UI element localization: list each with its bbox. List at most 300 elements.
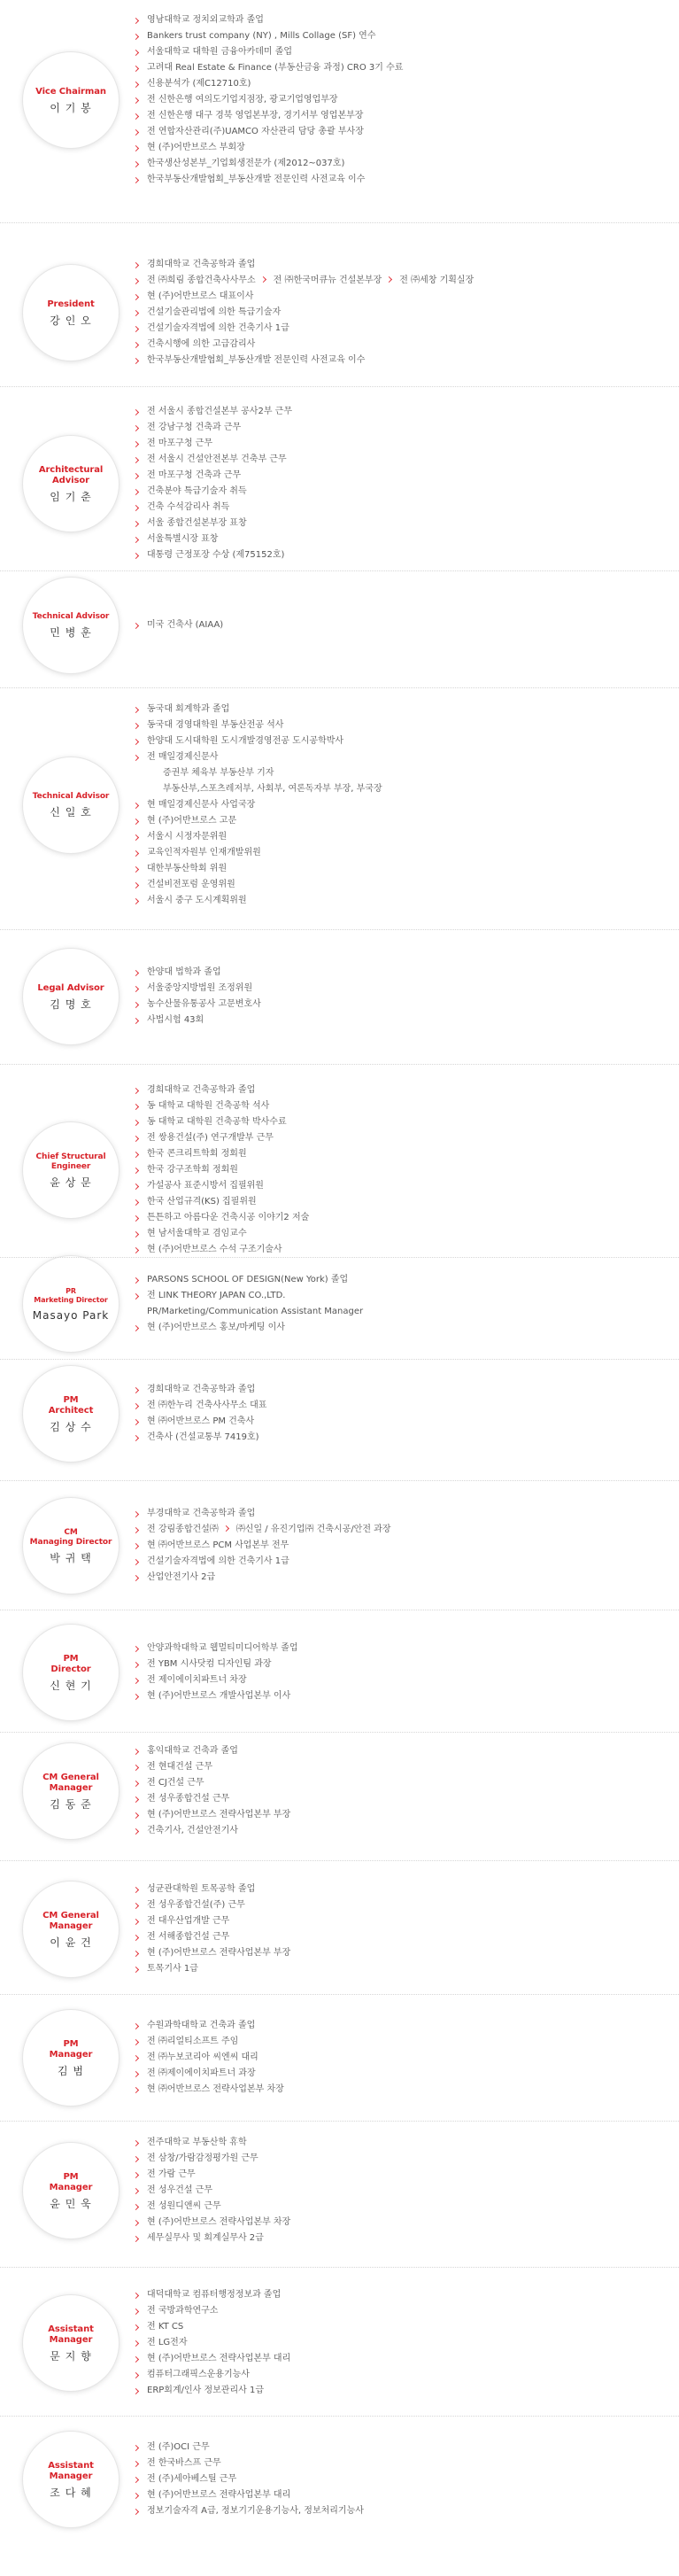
career-item <box>133 1130 309 1146</box>
role-title: Chief Structural <box>35 1152 106 1161</box>
career-item <box>133 1945 290 1961</box>
profile-section <box>0 2018 679 2098</box>
career-item-text: 동국대 회계학과 졸업 <box>147 704 230 714</box>
profile-section <box>0 702 679 909</box>
career-item <box>133 2050 284 2066</box>
career-item <box>133 321 474 337</box>
chevron-right-icon <box>133 2492 139 2498</box>
chevron-right-icon <box>133 2235 139 2241</box>
career-item-text: 건축사 (건설교통부 7419호) <box>147 1432 259 1442</box>
career-item <box>133 92 403 108</box>
career-item-text: 농수산물유통공사 고문변호사 <box>147 999 261 1009</box>
chevron-right-icon <box>133 97 139 103</box>
career-item-text: 한국생산성본부_기업회생전문가 (제2012~037호) <box>147 159 345 168</box>
career-item <box>133 1759 290 1775</box>
chevron-right-icon <box>133 2171 139 2177</box>
career-item <box>133 781 382 797</box>
career-item <box>133 452 292 468</box>
role-badge <box>23 1122 119 1218</box>
chevron-right-icon <box>133 1386 139 1393</box>
section-divider <box>0 1064 679 1065</box>
career-item-text: 세무실무사 및 회계실무사 2급 <box>147 2233 264 2243</box>
role-title: Managing Director <box>29 1537 112 1547</box>
career-item-text: 서울 종합건설본부장 표창 <box>147 518 247 528</box>
role-badge <box>23 2432 119 2527</box>
role-title: CM General <box>42 1772 99 1782</box>
career-item-text: 고려대 Real Estate & Finance (부동산금융 과정) CRO 3기 수료 <box>147 63 404 73</box>
role-title: Vice Chairman <box>35 86 106 97</box>
chevron-right-icon <box>133 1918 139 1924</box>
career-list <box>133 965 261 1028</box>
career-item <box>133 1320 363 1336</box>
career-item <box>133 2487 364 2503</box>
career-item-text: 튼튼하고 아름다운 건축시공 이야기2 저술 <box>147 1213 310 1222</box>
career-item <box>133 1807 290 1823</box>
section-divider <box>0 2267 679 2268</box>
profile-section <box>0 965 679 1028</box>
person-name: 신 현 기 <box>50 1679 92 1692</box>
career-item <box>133 12 403 28</box>
chevron-right-icon <box>133 552 139 558</box>
role-title: Marketing Director <box>34 1295 108 1304</box>
career-item-text: 전 성우종합건설 근무 <box>147 1794 230 1804</box>
chevron-right-icon <box>133 802 139 808</box>
career-item <box>133 140 403 156</box>
chevron-right-icon <box>133 2371 139 2378</box>
chevron-right-icon <box>133 1001 139 1007</box>
role-title: Legal Advisor <box>37 982 104 993</box>
career-item-text: 성균관대학원 토목공학 졸업 <box>147 1884 256 1894</box>
chevron-right-icon <box>133 2444 139 2450</box>
career-item-text: 서울대학교 대학원 금융아카데미 졸업 <box>147 47 293 57</box>
chevron-right-icon <box>133 1510 139 1517</box>
career-item-text: 서울특별시장 표창 <box>147 534 219 544</box>
career-item <box>133 44 403 60</box>
career-item <box>133 2503 364 2519</box>
career-item <box>133 156 403 172</box>
career-item-text: 현 (주)어반브로스 전략사업본부 차장 <box>147 2217 291 2227</box>
chevron-right-icon <box>133 1292 139 1299</box>
chevron-right-icon <box>133 2219 139 2225</box>
chevron-right-icon <box>133 1934 139 1940</box>
career-item <box>133 76 403 92</box>
career-item-text: 현 (주)어반브로스 고문 <box>147 816 237 826</box>
profile-section <box>0 1641 679 1704</box>
person-name: 신 일 호 <box>50 806 92 819</box>
role-title: Technical Advisor <box>32 792 110 801</box>
role-title: Advisor <box>52 475 89 485</box>
chevron-right-icon <box>133 1542 139 1548</box>
career-list <box>133 702 382 909</box>
career-item <box>133 468 292 484</box>
career-item <box>133 124 403 140</box>
career-item-text: 현 ㈜어반브로스 전략사업본부 차장 <box>147 2084 284 2094</box>
career-item <box>133 2471 364 2487</box>
person-name: 이 기 봉 <box>50 101 92 114</box>
chevron-right-icon <box>133 897 139 904</box>
profile-section <box>0 612 679 639</box>
career-item-text: 전 마포구청 근무 <box>147 438 212 448</box>
career-item-text: 부동산부,스포츠레저부, 사회부, 여론독자부 부장, 부국장 <box>163 784 382 794</box>
chevron-right-icon <box>133 1017 139 1023</box>
profile-section <box>0 2287 679 2399</box>
career-item <box>133 2319 290 2335</box>
chevron-right-icon <box>133 1558 139 1564</box>
profile-section <box>0 1272 679 1336</box>
career-item <box>133 547 292 563</box>
role-title: Manager <box>49 1782 93 1793</box>
chevron-right-icon <box>133 1886 139 1892</box>
career-item-text: 현 (주)어반브로스 홍보/마케팅 이사 <box>147 1323 285 1332</box>
career-item <box>133 718 382 733</box>
chevron-right-icon <box>133 1526 139 1532</box>
career-item-text: 건설비전포럼 운영위원 <box>147 880 235 889</box>
chevron-right-icon <box>133 1167 139 1173</box>
career-item <box>133 257 474 273</box>
career-item-text: 산업안전기사 2급 <box>147 1572 216 1582</box>
chevron-right-icon <box>260 276 266 283</box>
chevron-right-icon <box>133 17 139 23</box>
chevron-right-icon <box>133 176 139 182</box>
career-item <box>133 861 382 877</box>
career-item-text: 경희대학교 건축공학과 졸업 <box>147 1085 256 1095</box>
career-item-text: 한국 산업규격(KS) 집필위원 <box>147 1197 257 1207</box>
career-item <box>133 1961 290 1977</box>
career-item <box>133 289 474 305</box>
career-item <box>133 1272 363 1288</box>
chevron-right-icon <box>133 293 139 299</box>
career-item-text: 전 YBM 시사닷컴 디자인팀 과장 <box>147 1659 272 1669</box>
chevron-right-icon <box>133 357 139 363</box>
career-item <box>133 1226 309 1242</box>
career-item-text: 신용분석가 (제C12710호) <box>147 79 251 89</box>
section-divider <box>0 1257 679 1258</box>
person-name: 조 다 혜 <box>50 2486 92 2499</box>
career-item-text: 전 KT CS <box>147 2322 184 2332</box>
chevron-right-icon <box>133 1199 139 1205</box>
career-item <box>133 1522 391 1538</box>
career-item-text: 증권부 체육부 부동산부 기자 <box>163 768 274 778</box>
profile-section <box>0 1506 679 1586</box>
career-item <box>133 1823 290 1839</box>
career-item-text: 전 현대건설 근무 <box>147 1762 212 1772</box>
section-divider <box>0 2416 679 2417</box>
chevron-right-icon <box>133 2355 139 2362</box>
chevron-right-icon <box>133 65 139 71</box>
career-item <box>133 2367 290 2383</box>
career-item <box>133 965 261 981</box>
chevron-right-icon <box>133 2139 139 2145</box>
career-item-text: 전 마포구청 건축과 근무 <box>147 470 242 480</box>
career-item-text: 건축시행에 의한 고급감리사 <box>147 339 256 349</box>
profile-section <box>0 2135 679 2246</box>
chevron-right-icon <box>133 1402 139 1408</box>
chevron-right-icon <box>133 1966 139 1972</box>
role-title: PM <box>63 2038 79 2049</box>
career-item <box>133 997 261 1013</box>
career-list <box>133 1641 298 1704</box>
chevron-right-icon <box>133 144 139 151</box>
career-item <box>133 108 403 124</box>
chevron-right-icon <box>133 309 139 315</box>
career-item <box>133 1114 309 1130</box>
person-name: 이 윤 건 <box>50 1936 92 1949</box>
role-badge <box>23 1498 119 1594</box>
section-divider <box>0 1480 679 1481</box>
career-item <box>133 436 292 452</box>
career-item-text: 미국 건축사 (AIAA) <box>147 620 224 630</box>
career-item-text: 전 ㈜희림 종합건축사사무소 <box>147 275 256 285</box>
chevron-right-icon <box>133 341 139 347</box>
career-item-text: 수원과학대학교 건축과 졸업 <box>147 2021 256 2030</box>
chevron-right-icon <box>133 33 139 39</box>
chevron-right-icon <box>133 738 139 744</box>
career-item-text: 홍익대학교 건축과 졸업 <box>147 1746 238 1756</box>
role-title: Assistant <box>48 2324 94 2334</box>
chevron-right-icon <box>133 1950 139 1956</box>
career-item <box>133 2351 290 2367</box>
career-item <box>133 1688 298 1704</box>
chevron-right-icon <box>133 2086 139 2092</box>
career-list <box>133 1082 309 1258</box>
career-item <box>133 337 474 353</box>
career-item <box>133 2335 290 2351</box>
career-item-text: 전 삼창/가람감정평가원 근무 <box>147 2153 258 2163</box>
career-item <box>133 1098 309 1114</box>
career-item <box>133 1913 290 1929</box>
role-badge <box>23 1743 119 1839</box>
career-item <box>133 2303 290 2319</box>
chevron-right-icon <box>133 1902 139 1908</box>
career-item-text: 전 서해종합건설 근무 <box>147 1932 230 1942</box>
career-item-text: 건축기사, 건설안전기사 <box>147 1826 238 1835</box>
career-item-text: ERP회계/인사 정보관리사 1급 <box>147 2386 264 2395</box>
career-item <box>133 1641 298 1657</box>
career-item-text: 대통령 근정포장 수상 (제75152호) <box>147 550 285 560</box>
career-list <box>133 1382 266 1446</box>
profile-section <box>0 1743 679 1839</box>
person-name: 김 범 <box>58 2064 84 2077</box>
career-item-text: 컴퓨터그래픽스운용기능사 <box>147 2370 250 2379</box>
career-item-text: 건설기술자격법에 의한 건축기사 1급 <box>147 1556 289 1566</box>
career-item-text: 전 국방과학연구소 <box>147 2306 219 2316</box>
career-item <box>133 2034 284 2050</box>
career-item-text: 전 LG전자 <box>147 2338 188 2347</box>
career-item-text: 전 강남구청 건축과 근무 <box>147 423 242 432</box>
chevron-right-icon <box>133 865 139 872</box>
career-item <box>133 1430 266 1446</box>
career-item <box>133 2199 290 2215</box>
chevron-right-icon <box>133 520 139 526</box>
role-badge <box>23 265 119 361</box>
career-item-text: 현 ㈜어반브로스 PCM 사업본부 전무 <box>147 1540 289 1550</box>
career-item-text: 서울중앙지방법원 조정위원 <box>147 983 253 993</box>
career-item-text: 전 제이에이치파트너 차장 <box>147 1675 247 1685</box>
chevron-right-icon <box>133 1276 139 1283</box>
chevron-right-icon <box>386 276 392 283</box>
chevron-right-icon <box>133 1135 139 1141</box>
career-item-text: 전 대우산업개발 근무 <box>147 1916 230 1926</box>
role-badge <box>23 578 119 673</box>
person-name: 박 귀 택 <box>50 1551 92 1564</box>
career-item-text: 대덕대학교 컴퓨터행정정보과 졸업 <box>147 2290 282 2300</box>
section-divider <box>0 1994 679 1995</box>
career-item <box>133 516 292 531</box>
career-item-text: 경희대학교 건축공학과 졸업 <box>147 260 256 269</box>
career-item <box>133 1210 309 1226</box>
career-item-text: 교육인적자원부 인재개발위원 <box>147 848 261 857</box>
role-badge <box>23 1366 119 1462</box>
career-list <box>133 1506 391 1586</box>
section-divider <box>0 386 679 387</box>
chevron-right-icon <box>133 1230 139 1237</box>
chevron-right-icon <box>133 2308 139 2314</box>
career-item <box>133 1929 290 1945</box>
section-divider <box>0 2121 679 2122</box>
career-item <box>133 2135 290 2151</box>
career-item <box>133 1554 391 1570</box>
career-item <box>133 1398 266 1414</box>
career-item <box>133 2151 290 2167</box>
chevron-right-icon <box>133 1246 139 1253</box>
chevron-right-icon <box>133 1796 139 1802</box>
career-item <box>133 404 292 420</box>
career-item <box>133 702 382 718</box>
chevron-right-icon <box>133 1214 139 1221</box>
chevron-right-icon <box>133 2476 139 2482</box>
career-item-text: 전 ㈜한누리 건축사사무소 대표 <box>147 1401 267 1410</box>
career-item-text: 건설기술자격법에 의한 건축기사 1급 <box>147 323 289 333</box>
career-item-text: 현 (주)어반브로스 수석 구조기술사 <box>147 1245 282 1254</box>
section-divider <box>0 1359 679 1360</box>
career-item-text: 경희대학교 건축공학과 졸업 <box>147 1385 256 1394</box>
chevron-right-icon <box>133 754 139 760</box>
role-title: Manager <box>49 2471 93 2481</box>
career-list <box>133 1272 363 1336</box>
career-item <box>133 2066 284 2082</box>
career-item <box>133 1657 298 1672</box>
career-item-text: 정보기술자격 A급, 정보기기운용기능사, 정보처리기능사 <box>147 2506 364 2516</box>
section-divider <box>0 570 679 571</box>
profile-section <box>0 12 679 188</box>
career-item-text: 건축분야 특급기술자 취득 <box>147 486 247 496</box>
career-list <box>133 2440 364 2519</box>
role-badge <box>23 2010 119 2106</box>
chevron-right-icon <box>133 160 139 167</box>
career-item <box>133 2440 364 2456</box>
chevron-right-icon <box>133 472 139 478</box>
role-title: Manager <box>49 2182 93 2192</box>
chevron-right-icon <box>133 622 139 628</box>
career-list <box>133 2018 284 2098</box>
role-badge <box>23 2295 119 2391</box>
profile-section <box>0 1382 679 1446</box>
career-item <box>133 1791 290 1807</box>
career-item-text: 동 대학교 대학원 건축공학 박사수료 <box>147 1117 287 1127</box>
chevron-right-icon <box>133 504 139 510</box>
career-item-text: 전 ㈜제이에이치파트너 과장 <box>147 2068 256 2078</box>
career-item-text: 현 (주)어반브로스 부회장 <box>147 143 245 152</box>
career-item-text: 현 남서울대학교 겸임교수 <box>147 1229 247 1238</box>
career-item-text: 전 강림종합건설㈜ <box>147 1525 219 1534</box>
career-item-text: 현 (주)어반브로스 전략사업본부 부장 <box>147 1948 291 1958</box>
chevron-right-icon <box>133 2155 139 2161</box>
section-divider <box>0 222 679 223</box>
role-title: Engineer <box>50 1161 91 1171</box>
career-item-text: 전 ㈜리얼티소프트 주임 <box>147 2037 239 2046</box>
career-item-text: 동 대학교 대학원 건축공학 석사 <box>147 1101 270 1111</box>
chevron-right-icon <box>133 1119 139 1125</box>
chevron-right-icon <box>133 2324 139 2330</box>
career-item-text: 동국대 경영대학원 부동산전공 석사 <box>147 720 284 730</box>
career-item-text: 한국 콘크리트학회 정회원 <box>147 1149 247 1159</box>
chevron-right-icon <box>133 2203 139 2209</box>
career-item-text: 건축 수석감리사 취득 <box>147 502 230 512</box>
chevron-right-icon <box>133 1151 139 1157</box>
career-item <box>133 2215 290 2231</box>
career-item <box>133 749 382 765</box>
career-item-text: 가설공사 표준시방서 집필위원 <box>147 1181 264 1191</box>
section-divider <box>0 1732 679 1733</box>
chevron-right-icon <box>133 985 139 991</box>
career-item <box>133 845 382 861</box>
career-item <box>133 617 223 633</box>
chevron-right-icon <box>133 834 139 840</box>
career-item <box>133 1194 309 1210</box>
career-list <box>133 1882 290 1977</box>
chevron-right-icon <box>133 850 139 856</box>
chevron-right-icon <box>133 1748 139 1754</box>
chevron-right-icon <box>133 1574 139 1580</box>
career-item <box>133 877 382 893</box>
career-item-text: 전 ㈜누보코리아 씨엔씨 대리 <box>147 2052 258 2062</box>
career-item <box>133 484 292 500</box>
career-list <box>133 404 292 563</box>
chevron-right-icon <box>223 1525 229 1532</box>
career-item-text: 건설기술관리법에 의한 특급기술자 <box>147 307 282 317</box>
person-name: 김 동 준 <box>50 1797 92 1811</box>
chevron-right-icon <box>133 2508 139 2514</box>
person-name: 김 명 호 <box>50 997 92 1011</box>
career-item-text: 전주대학교 부동산학 휴학 <box>147 2138 247 2147</box>
role-title: Director <box>50 1664 91 1674</box>
career-item <box>133 500 292 516</box>
chevron-right-icon <box>133 1677 139 1683</box>
chevron-right-icon <box>133 536 139 542</box>
career-item <box>133 28 403 44</box>
career-item-text: Bankers trust company (NY) , Mills Collage (SF) 연수 <box>147 31 376 41</box>
profile-section <box>0 257 679 369</box>
career-item <box>133 353 474 369</box>
chevron-right-icon <box>133 261 139 268</box>
career-item-text: 전 신한은행 대구 경북 영업본부장, 경기서부 영업본부장 <box>147 111 364 120</box>
role-title: Manager <box>49 2334 93 2345</box>
person-name: 윤 민 욱 <box>50 2197 92 2210</box>
career-list <box>133 617 223 633</box>
career-item-text: 토목기사 1급 <box>147 1964 198 1974</box>
chevron-right-icon <box>133 1780 139 1786</box>
career-item <box>133 2018 284 2034</box>
role-badge <box>23 1256 119 1352</box>
career-item <box>133 420 292 436</box>
career-item-text: 전 CJ건설 근무 <box>147 1778 204 1788</box>
career-item <box>133 1882 290 1897</box>
career-item <box>133 2167 290 2183</box>
career-item-text: 전 (주)세아베스틸 근무 <box>147 2474 237 2484</box>
chevron-right-icon <box>133 49 139 55</box>
chevron-right-icon <box>133 706 139 712</box>
chevron-right-icon <box>133 722 139 728</box>
